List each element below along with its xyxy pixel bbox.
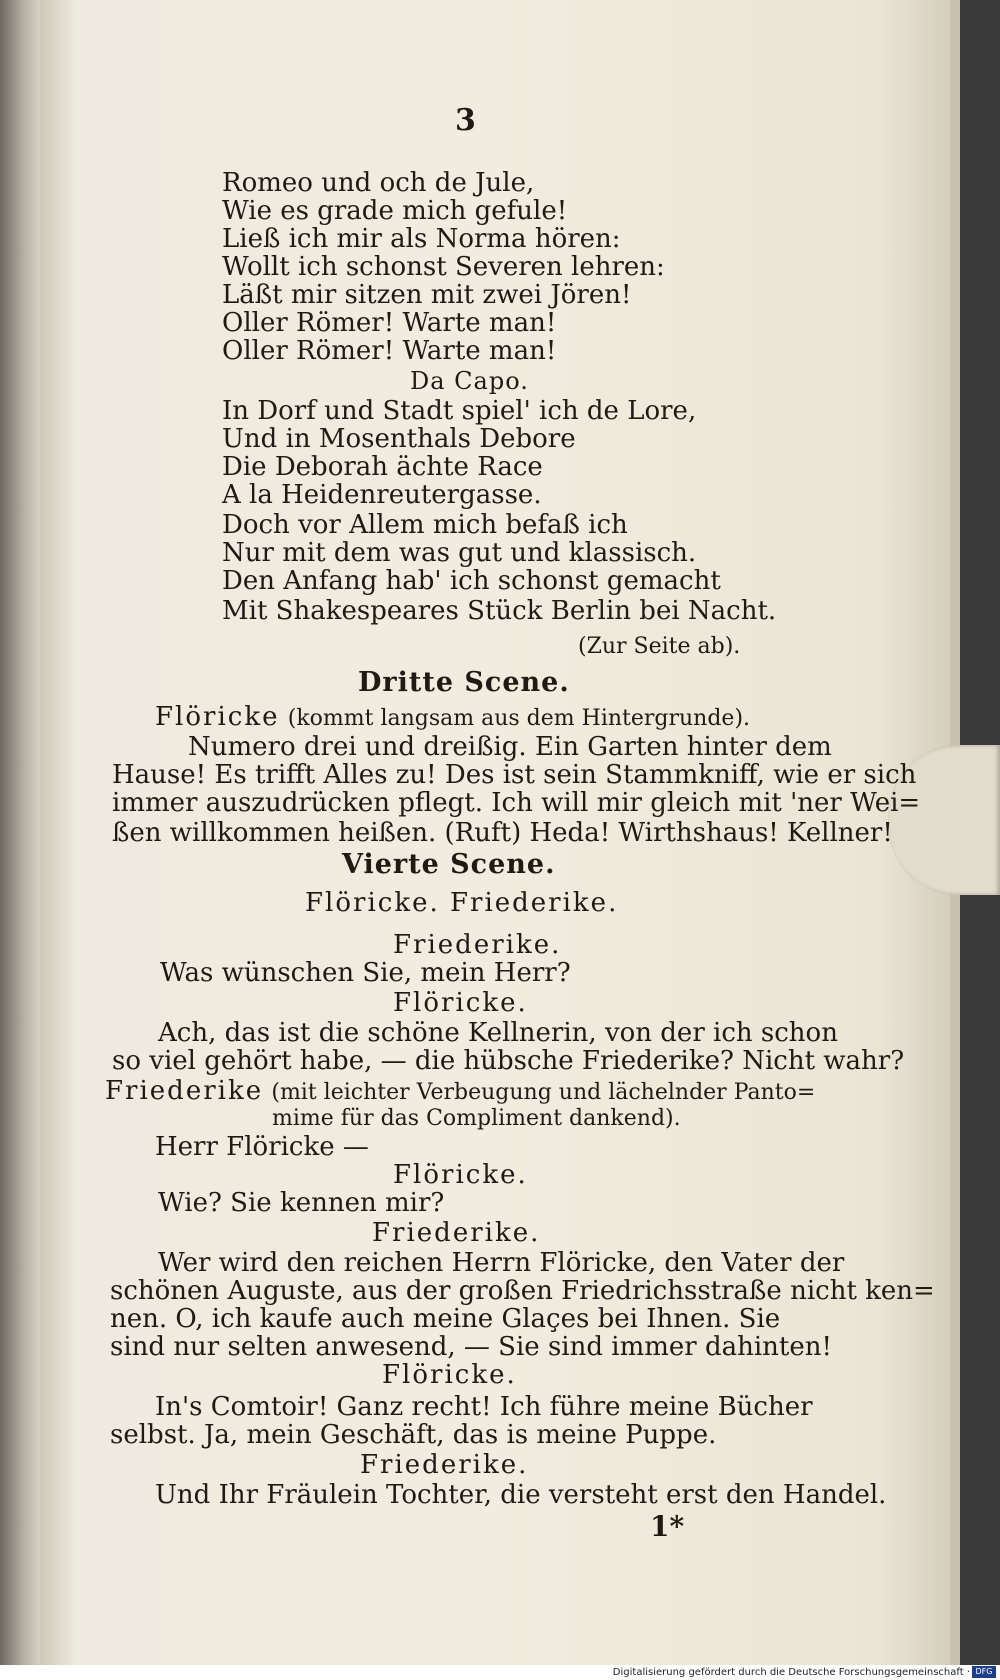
dialogue-line: Numero drei und dreißig. Ein Garten hinter dem bbox=[188, 732, 832, 762]
dialogue-line: ßen willkommen heißen. (Ruft) Heda! Wirthshaus! Kellner! bbox=[112, 818, 893, 848]
dialogue-line: Ach, das ist die schöne Kellnerin, von der ich schon bbox=[158, 1018, 838, 1048]
scene-title: Dritte Scene. bbox=[358, 667, 570, 698]
verse-line: Den Anfang hab' ich schonst gemacht bbox=[222, 566, 721, 596]
verse-line: In Dorf und Stadt spiel' ich de Lore, bbox=[222, 396, 697, 426]
dialogue-line: Hause! Es trifft Alles zu! Des ist sein Stammkniff, wie er sich bbox=[112, 760, 917, 790]
digitization-credit bbox=[0, 1665, 1000, 1680]
speaker-name: Flöricke. bbox=[393, 988, 528, 1018]
speaker-name: Flöricke bbox=[155, 702, 280, 732]
dialogue-line: nen. O, ich kaufe auch meine Glaçes bei Ihnen. Sie bbox=[110, 1304, 781, 1334]
verse-line: Und in Mosenthals Debore bbox=[222, 424, 576, 454]
dialogue-line: sind nur selten anwesend, — Sie sind immer dahinten! bbox=[110, 1332, 832, 1362]
speaker-name: Flöricke. bbox=[393, 1160, 528, 1190]
verse-line: Oller Römer! Warte man! bbox=[222, 308, 557, 338]
dialogue-line: In's Comtoir! Ganz recht! Ich führe meine Bücher bbox=[155, 1392, 813, 1422]
signature-mark: 1* bbox=[650, 1510, 685, 1543]
dialogue-line: schönen Auguste, aus der großen Friedrichsstraße nicht ken= bbox=[110, 1276, 935, 1306]
speaker-name: Friederike. bbox=[372, 1218, 541, 1248]
verse-line: A la Heidenreutergasse. bbox=[222, 480, 542, 510]
verse-line: Ließ ich mir als Norma hören: bbox=[222, 224, 621, 254]
dialogue-line: Wie? Sie kennen mir? bbox=[158, 1188, 445, 1218]
dialogue-line: so viel gehört habe, — die hübsche Friederike? Nicht wahr? bbox=[112, 1046, 905, 1076]
dialogue-line: Herr Flöricke — bbox=[155, 1132, 369, 1162]
scene-title: Vierte Scene. bbox=[342, 849, 556, 880]
dfg-logo: DFG bbox=[972, 1666, 996, 1678]
speaker-name: Friederike. bbox=[393, 930, 562, 960]
verse-line: Läßt mir sitzen mit zwei Jören! bbox=[222, 280, 632, 310]
verse-line: Mit Shakespeares Stück Berlin bei Nacht. bbox=[222, 596, 777, 626]
dialogue-line: Wer wird den reichen Herrn Flöricke, den Vater der bbox=[158, 1248, 845, 1278]
speaker-name: Friederike bbox=[105, 1076, 264, 1106]
credit-text: Digitalisierung gefördert durch die Deutsche Forschungsgemeinschaft · bbox=[612, 1667, 970, 1678]
verse-line: Romeo und och de Jule, bbox=[222, 168, 535, 198]
stage-direction: (kommt langsam aus dem Hintergrunde). bbox=[287, 706, 751, 731]
stage-direction: (mit leichter Verbeugung und lächelnder Panto= bbox=[271, 1080, 816, 1105]
speaker-name: Flöricke. bbox=[382, 1360, 517, 1390]
verse-line: Wollt ich schonst Severen lehren: bbox=[222, 252, 665, 282]
da-capo: Da Capo. bbox=[410, 367, 529, 395]
page-number: 3 bbox=[455, 103, 476, 138]
scene-persons: Flöricke. Friederike. bbox=[305, 888, 619, 918]
verse-line: Oller Römer! Warte man! bbox=[222, 336, 557, 366]
verse-line: Nur mit dem was gut und klassisch. bbox=[222, 538, 697, 568]
dialogue-line: Was wünschen Sie, mein Herr? bbox=[160, 958, 571, 988]
stage-direction: (Zur Seite ab). bbox=[578, 634, 741, 659]
dialogue-line: selbst. Ja, mein Geschäft, das is meine Puppe. bbox=[110, 1420, 717, 1450]
verse-line: Wie es grade mich gefule! bbox=[222, 196, 568, 226]
previous-page-edge bbox=[0, 0, 42, 1665]
stage-direction: mime für das Compliment dankend). bbox=[272, 1106, 681, 1131]
verse-line: Doch vor Allem mich befaß ich bbox=[222, 510, 628, 540]
dialogue-line: Und Ihr Fräulein Tochter, die versteht erst den Handel. bbox=[155, 1480, 887, 1510]
verse-line: Die Deborah ächte Race bbox=[222, 452, 543, 482]
speaker-name: Friederike. bbox=[360, 1450, 529, 1480]
dialogue-line: immer auszudrücken pflegt. Ich will mir gleich mit 'ner Wei= bbox=[112, 788, 921, 818]
